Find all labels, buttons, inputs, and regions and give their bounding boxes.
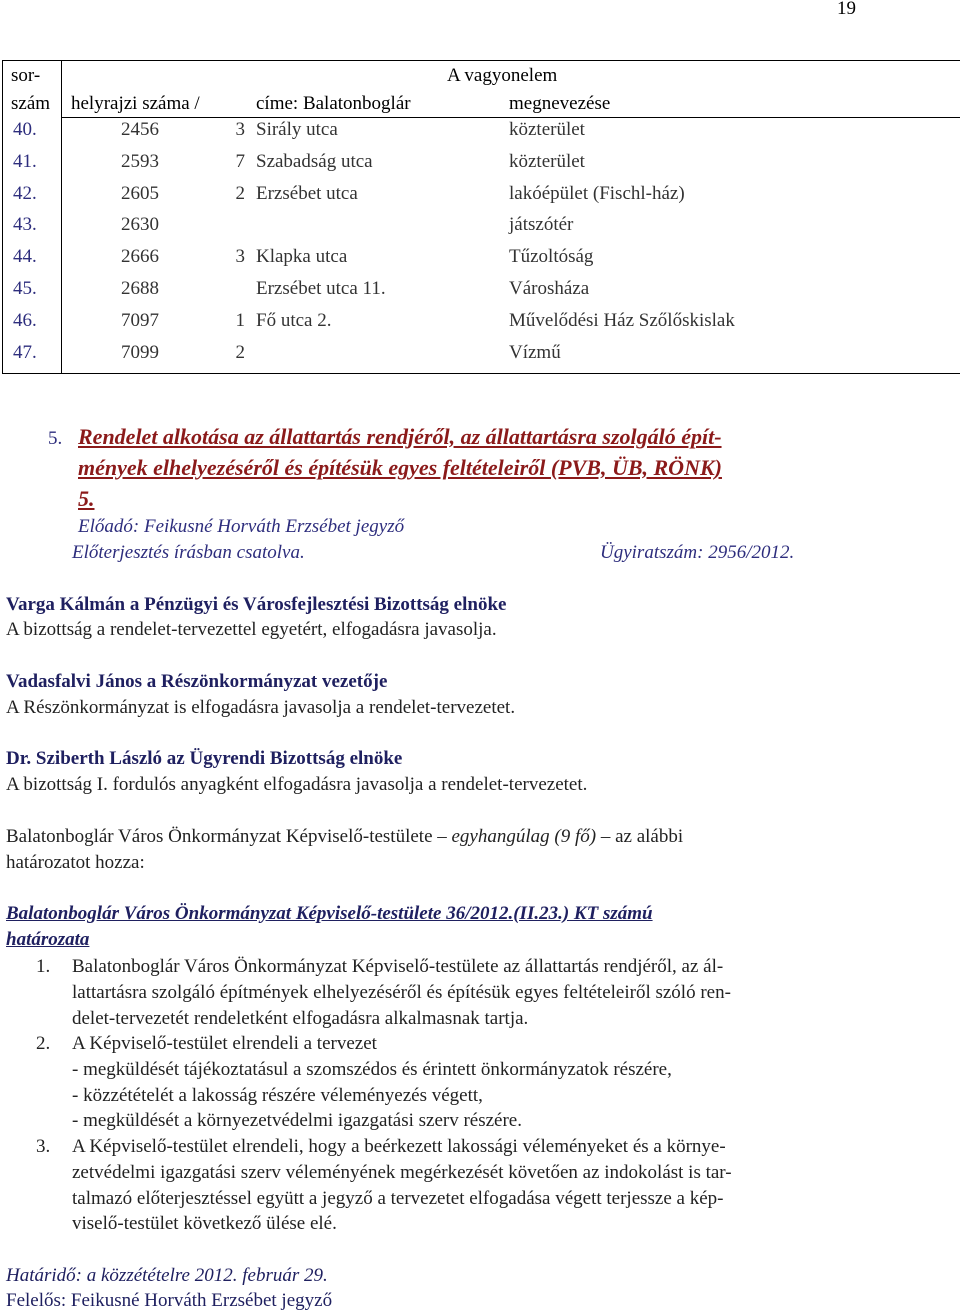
row-house-number: 7 — [235, 151, 245, 172]
table-row — [3, 214, 960, 246]
deadline: Határidő: a közzétételre 2012. február 29. — [6, 1265, 328, 1286]
item-2-line: - megküldését a környezetvédelmi igazgatási szerv részére. — [72, 1110, 522, 1131]
row-street: Szabadság utca — [256, 151, 373, 172]
header-cime: címe: Balatonboglár — [256, 93, 411, 114]
item-1-line: lattartásra szolgáló építmények elhelyezéséről és építésük egyes feltételeiről szóló ren- — [72, 982, 731, 1003]
header-szam: szám — [11, 93, 51, 114]
row-hrsz: 2605 — [121, 183, 159, 204]
vote-result: egyhangúlag (9 fő) — [451, 826, 597, 847]
item-3-number: 3. — [36, 1136, 51, 1157]
agenda-title-line1: Rendelet alkotása az állattartás rendjéről, az állattartásra szolgáló épít- — [78, 424, 722, 449]
table-row — [3, 278, 960, 310]
agenda-title-line3: 5. — [78, 486, 95, 511]
item-3-line: talmazó előterjesztéssel együtt a jegyző a tervezetet elfogadása végett terjessze a kép- — [72, 1188, 724, 1209]
row-hrsz: 2666 — [121, 246, 159, 267]
row-name: közterület — [509, 119, 585, 140]
row-house-number: 3 — [235, 119, 245, 140]
row-name: játszótér — [509, 214, 574, 235]
item-3-line: viselő-testület következő ülése elé. — [72, 1213, 337, 1234]
row-hrsz: 2456 — [121, 119, 159, 140]
row-hrsz: 2630 — [121, 214, 159, 235]
table-row — [3, 342, 960, 374]
row-number: 42. — [13, 183, 37, 204]
row-number: 46. — [13, 310, 37, 331]
agenda-file-number: Ügyiratszám: 2956/2012. — [600, 542, 795, 563]
item-1-number: 1. — [36, 956, 51, 977]
header-group: A vagyonelem — [447, 65, 558, 86]
table-row — [3, 119, 960, 151]
row-house-number: 1 — [235, 310, 245, 331]
row-name: lakóépület (Fischl-ház) — [509, 183, 685, 204]
table-header-rule — [61, 117, 960, 118]
row-name: Vízmű — [509, 342, 561, 363]
speaker-sziberth: Dr. Sziberth László az Ügyrendi Bizottság elnöke — [6, 748, 403, 769]
speaker-vadasfalvi: Vadasfalvi János a Részönkormányzat vezetője — [6, 671, 388, 692]
row-street: Erzsébet utca 11. — [256, 278, 386, 299]
vote-tail: – az alábbi — [596, 826, 684, 847]
page-number: 19 — [837, 0, 856, 19]
statement-varga: A bizottság a rendelet-tervezettel egyetért, elfogadásra javasolja. — [6, 619, 497, 640]
table-row — [3, 310, 960, 342]
row-hrsz: 7099 — [121, 342, 159, 363]
agenda-number: 5. — [48, 428, 63, 449]
item-2-number: 2. — [36, 1033, 51, 1054]
vote-line1 — [6, 826, 683, 848]
row-hrsz: 7097 — [121, 310, 159, 331]
row-number: 45. — [13, 278, 37, 299]
item-3-line: A Képviselő-testület elrendeli, hogy a beérkezett lakossági véleményeket és a környe- — [72, 1136, 726, 1157]
resolution-title-line2: határozata — [6, 929, 90, 950]
row-house-number: 2 — [235, 342, 245, 363]
row-house-number: 2 — [235, 183, 245, 204]
speaker-varga: Varga Kálmán a Pénzügyi és Városfejlesztési Bizottság elnöke — [6, 594, 507, 615]
row-street: Sirály utca — [256, 119, 338, 140]
vote-body: Balatonboglár Város Önkormányzat Képviselő-testülete – — [6, 826, 452, 847]
row-number: 40. — [13, 119, 37, 140]
row-hrsz: 2593 — [121, 151, 159, 172]
agenda-submitted: Előterjesztés írásban csatolva. — [72, 542, 305, 563]
row-street: Klapka utca — [256, 246, 348, 267]
row-street: Fő utca 2. — [256, 310, 332, 331]
item-2-line: - közzétételét a lakosság részére véleményezés végett, — [72, 1085, 483, 1106]
row-name: Művelődési Ház Szőlőskislak — [509, 310, 735, 331]
row-hrsz: 2688 — [121, 278, 159, 299]
responsible: Felelős: Feikusné Horváth Erzsébet jegyző — [6, 1290, 333, 1311]
agenda-presenter: Előadó: Feikusné Horváth Erzsébet jegyző — [78, 516, 405, 537]
row-house-number: 3 — [235, 246, 245, 267]
item-1-line: Balatonboglár Város Önkormányzat Képviselő-testülete az állattartás rendjéről, az ál- — [72, 956, 724, 977]
item-2-line: - megküldését tájékoztatásul a szomszédos és érintett önkormányzatok részére, — [72, 1059, 672, 1080]
row-number: 44. — [13, 246, 37, 267]
vote-line2: határozatot hozza: — [6, 852, 145, 873]
statement-sziberth: A bizottság I. fordulós anyagként elfogadásra javasolja a rendelet-tervezetet. — [6, 774, 588, 795]
row-number: 43. — [13, 214, 37, 235]
table-row — [3, 183, 960, 215]
header-hrsz: helyrajzi száma / — [71, 93, 200, 114]
row-number: 47. — [13, 342, 37, 363]
row-street: Erzsébet utca — [256, 183, 358, 204]
row-name: közterület — [509, 151, 585, 172]
row-name: Tűzoltóság — [509, 246, 594, 267]
header-sor: sor- — [11, 65, 41, 86]
item-3-line: zetvédelmi igazgatási szerv véleményének megérkezését követően az indokolást is tar- — [72, 1162, 732, 1183]
item-2-line: A Képviselő-testület elrendeli a tervezet — [72, 1033, 377, 1054]
item-1-line: delet-tervezetét rendeletként elfogadásra alkalmasnak tartja. — [72, 1008, 529, 1029]
statement-vadasfalvi: A Részönkormányzat is elfogadásra javasolja a rendelet-tervezetet. — [6, 697, 516, 718]
resolution-title-line1: Balatonboglár Város Önkormányzat Képviselő-testülete 36/2012.(II.23.) KT számú — [6, 903, 653, 924]
table-row — [3, 151, 960, 183]
row-number: 41. — [13, 151, 37, 172]
row-name: Városháza — [509, 278, 590, 299]
property-table — [2, 60, 960, 374]
table-row — [3, 246, 960, 278]
agenda-title-line2: mények elhelyezéséről és építésük egyes feltételeiről (PVB, ÜB, RÖNK) — [78, 455, 722, 480]
header-megnevezes: megnevezése — [509, 93, 611, 114]
